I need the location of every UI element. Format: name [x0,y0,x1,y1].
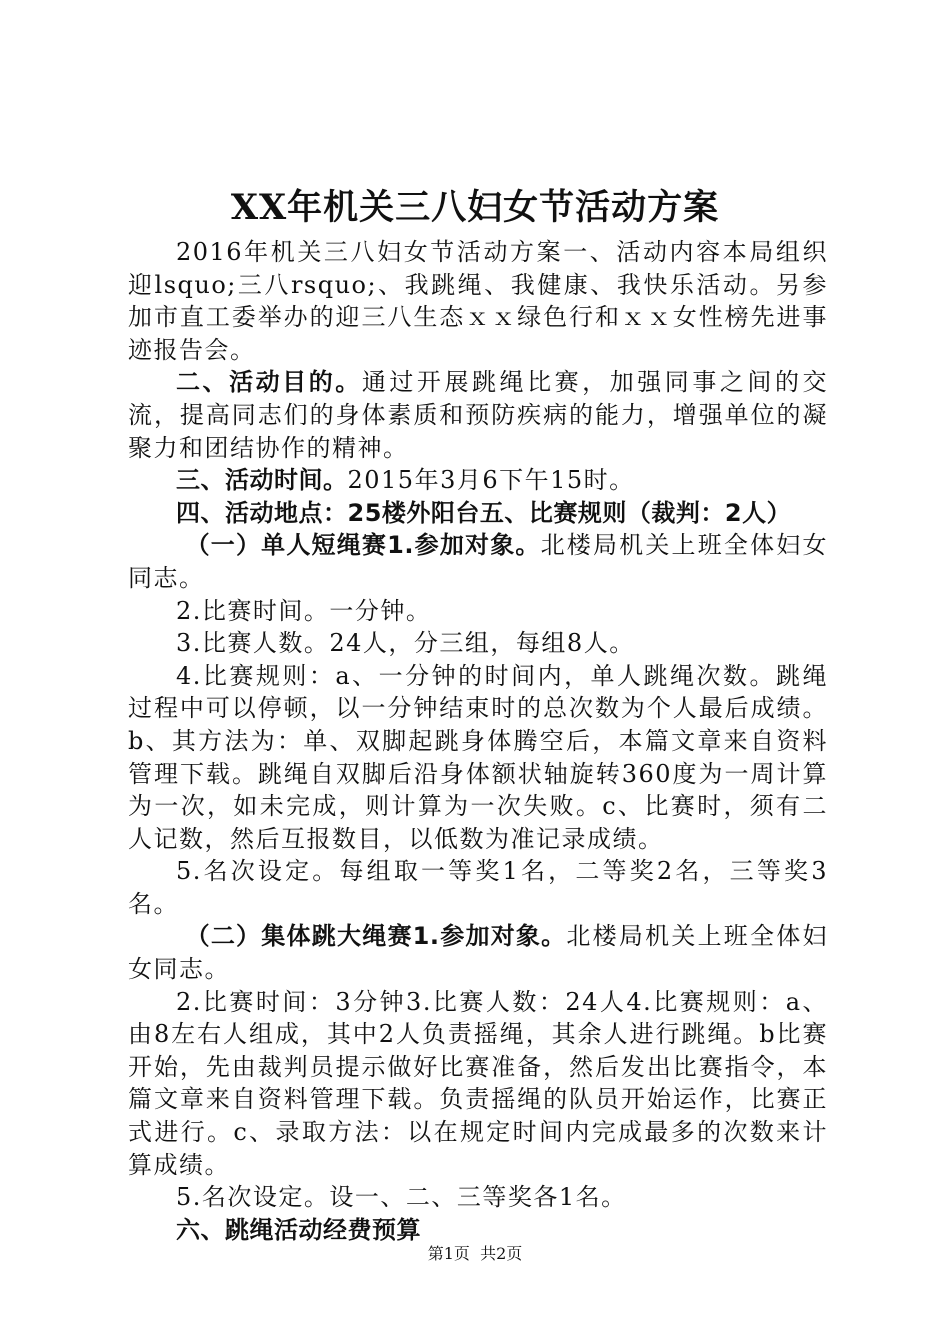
section-text-time: 2015年3月6下午15时。 [347,466,635,495]
paragraph-group-rope-rules: 2.比赛时间：3分钟3.比赛人数：24人4.比赛规则：a、由8左右人组成，其中2人负责摇绳，其余人进行跳绳。b比赛开始，先由裁判员提示做好比赛准备，然后发出比赛指令，本篇文章来自资料管理下载。负责摇绳的队员开始运作，比赛正式进行。c、录取方法：以在规定时间内完成最多的次数来计算成绩。 [128,987,828,1179]
section-heading-purpose: 二、活动目的。 [176,368,362,397]
section-heading-time: 三、活动时间。 [176,466,348,495]
subsection-heading-group-rope: （二）集体跳大绳赛1.参加对象。 [185,922,567,951]
paragraph-single-rope-count: 3.比赛人数。24人，分三组，每组8人。 [176,629,635,658]
subsection-text-group-rope: 北楼局机关上班全体妇女同志。 [128,922,828,984]
paragraph-activity-time [128,464,828,497]
paragraph-activity-content: 2016年机关三八妇女节活动方案一、活动内容本局组织迎lsquo;三八rsquo;、我跳绳、我健康、我快乐活动。另参加市直工委举办的迎三八生态ｘｘ绿色行和ｘｘ女性榜先进事迹报告会。 [128,238,828,364]
paragraph-group-rope-ranking: 5.名次设定。设一、二、三等奖各1名。 [176,1183,627,1212]
paragraph-budget [128,1214,828,1247]
paragraph-single-rope-rules: 4.比赛规则：a、一分钟的时间内，单人跳绳次数。跳绳过程中可以停顿，以一分钟结束时的总次数为个人最后成绩。b、其方法为：单、双脚起跳身体腾空后，本篇文章来自资料管理下载。跳绳自双脚后沿身体额状轴旋转360度为一周计算为一次，如未完成，则计算为一次失败。c、比赛时，须有二人记数，然后互报数目，以低数为准记录成绩。 [128,661,828,853]
paragraph-single-rope-ranking: 5.名次设定。每组取一等奖1名，二等奖2名，三等奖3名。 [128,857,828,918]
paragraph-single-rope-time: 2.比赛时间。一分钟。 [176,596,432,625]
paragraph-activity-location [128,497,828,530]
document-body [128,236,828,1246]
subsection-heading-single-rope: （一）单人短绳赛1.参加对象。 [185,531,541,560]
section-heading-location: 四、活动地点：25楼外阳台五、比赛规则（裁判：2人） [176,498,792,527]
paragraph-activity-purpose [128,366,828,464]
document-title: XX年机关三八妇女节活动方案 [230,187,720,228]
section-heading-budget: 六、跳绳活动经费预算 [176,1215,421,1244]
paragraph-group-rope-participants [128,920,828,985]
page-footer: 第1页 共2页 [427,1244,523,1263]
subsection-text-single-rope: 北楼局机关上班全体妇女同志。 [128,531,829,592]
section-text-purpose: 通过开展跳绳比赛，加强同事之间的交流，提高同志们的身体素质和预防疾病的能力，增强单位的凝聚力和团结协作的精神。 [128,368,829,462]
paragraph-single-rope-participants [128,529,828,594]
